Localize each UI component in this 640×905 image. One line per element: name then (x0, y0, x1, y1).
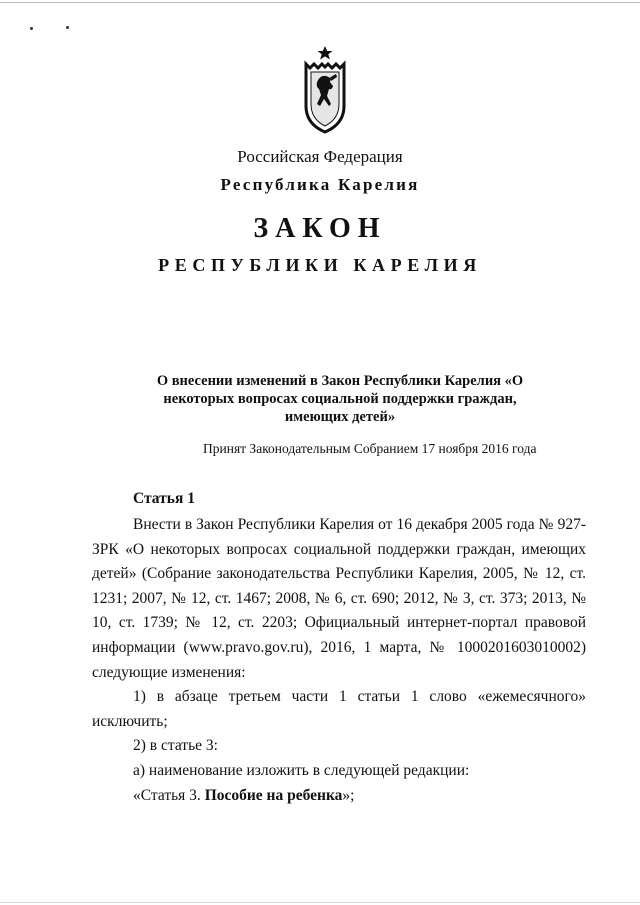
scan-speck (66, 26, 69, 29)
adoption-note: Принят Законодательным Собранием 17 ноября 2016 года (203, 441, 537, 456)
paragraph: 1) в абзаце третьем части 1 статьи 1 слово «ежемесячного» исключить; (92, 688, 586, 730)
republic-name: Республика Карелия (220, 175, 420, 194)
article-heading: Статья 1 (133, 490, 195, 507)
law-title: О внесении изменений в Закон Республики Карелия «О некоторых вопросах социальной поддержки граждан, имеющих детей» (156, 373, 524, 425)
paragraph-prefix: «Статья 3. (133, 786, 205, 804)
bottom-scan-edge (0, 902, 640, 903)
paragraph: Внести в Закон Республики Карелия от 16 декабря 2005 года № 927-ЗРК «О некоторых вопросах социальной поддержки граждан, имеющих детей» (Собрание законодательства Республики Карелия, 2005, № 12, ст. 1231; 2007, № 12, ст. 1467; 2008, № 6, ст. 690; 2012, № 3, ст. 373; 2013, № 10, ст. 1739; № 12, ст. 2203; Официальный интернет-портал правовой информации (www.pravo.gov.ru), 2016, 1 марта, № 1000201603010002) следующие изменения: (92, 516, 586, 681)
paragraph-suffix: »; (342, 786, 355, 804)
top-scan-edge (0, 2, 640, 3)
paragraph: 2) в статье 3: (133, 737, 218, 755)
document-issuer-title: РЕСПУБЛИКИ КАРЕЛИЯ (158, 255, 482, 275)
document-type-title: ЗАКОН (253, 213, 387, 244)
article-body (92, 513, 586, 808)
country-name: Российская Федерация (237, 147, 403, 166)
scan-speck (30, 27, 33, 30)
paragraph (92, 784, 586, 809)
paragraph-bold-text: Пособие на ребенка (204, 786, 343, 804)
paragraph: а) наименование изложить в следующей редакции: (133, 761, 470, 779)
coat-of-arms-emblem (296, 44, 354, 134)
